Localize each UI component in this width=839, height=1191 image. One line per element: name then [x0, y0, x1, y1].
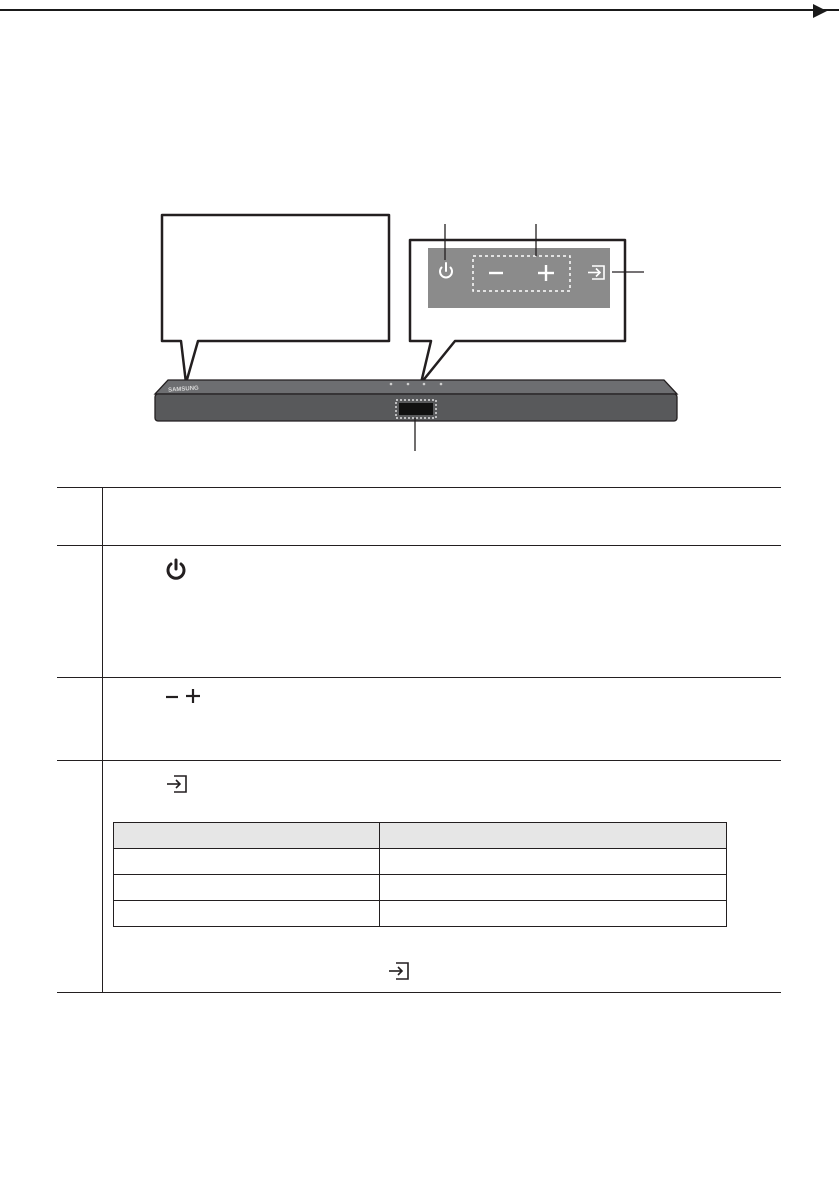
plus-icon — [185, 688, 201, 704]
table-cell — [114, 875, 380, 901]
table-header-row — [114, 823, 727, 849]
source-mode-table — [113, 822, 727, 927]
table-cell — [114, 901, 380, 927]
header-cell — [380, 823, 727, 849]
source-icon — [165, 773, 189, 795]
minus-icon — [165, 690, 179, 704]
source-icon — [387, 960, 411, 982]
feature-table — [57, 487, 781, 993]
display-window — [399, 403, 433, 415]
table-cell — [380, 901, 727, 927]
column-divider — [102, 488, 103, 545]
brand-logo: SAMSUNG — [167, 385, 199, 394]
column-divider — [102, 761, 103, 992]
control-panel — [428, 248, 610, 308]
column-divider — [102, 546, 103, 677]
left-callout — [162, 215, 389, 383]
table-row — [57, 761, 781, 993]
soundbar-top — [155, 380, 677, 394]
table-row — [114, 849, 727, 875]
table-cell — [380, 875, 727, 901]
power-icon — [165, 558, 187, 580]
table-row — [114, 901, 727, 927]
table-row — [114, 875, 727, 901]
table-row — [57, 487, 781, 546]
table-cell — [380, 849, 727, 875]
table-row — [57, 546, 781, 678]
header-cell — [114, 823, 380, 849]
column-divider — [102, 678, 103, 760]
soundbar-diagram — [0, 0, 839, 470]
table-cell — [114, 849, 380, 875]
table-row — [57, 678, 781, 761]
